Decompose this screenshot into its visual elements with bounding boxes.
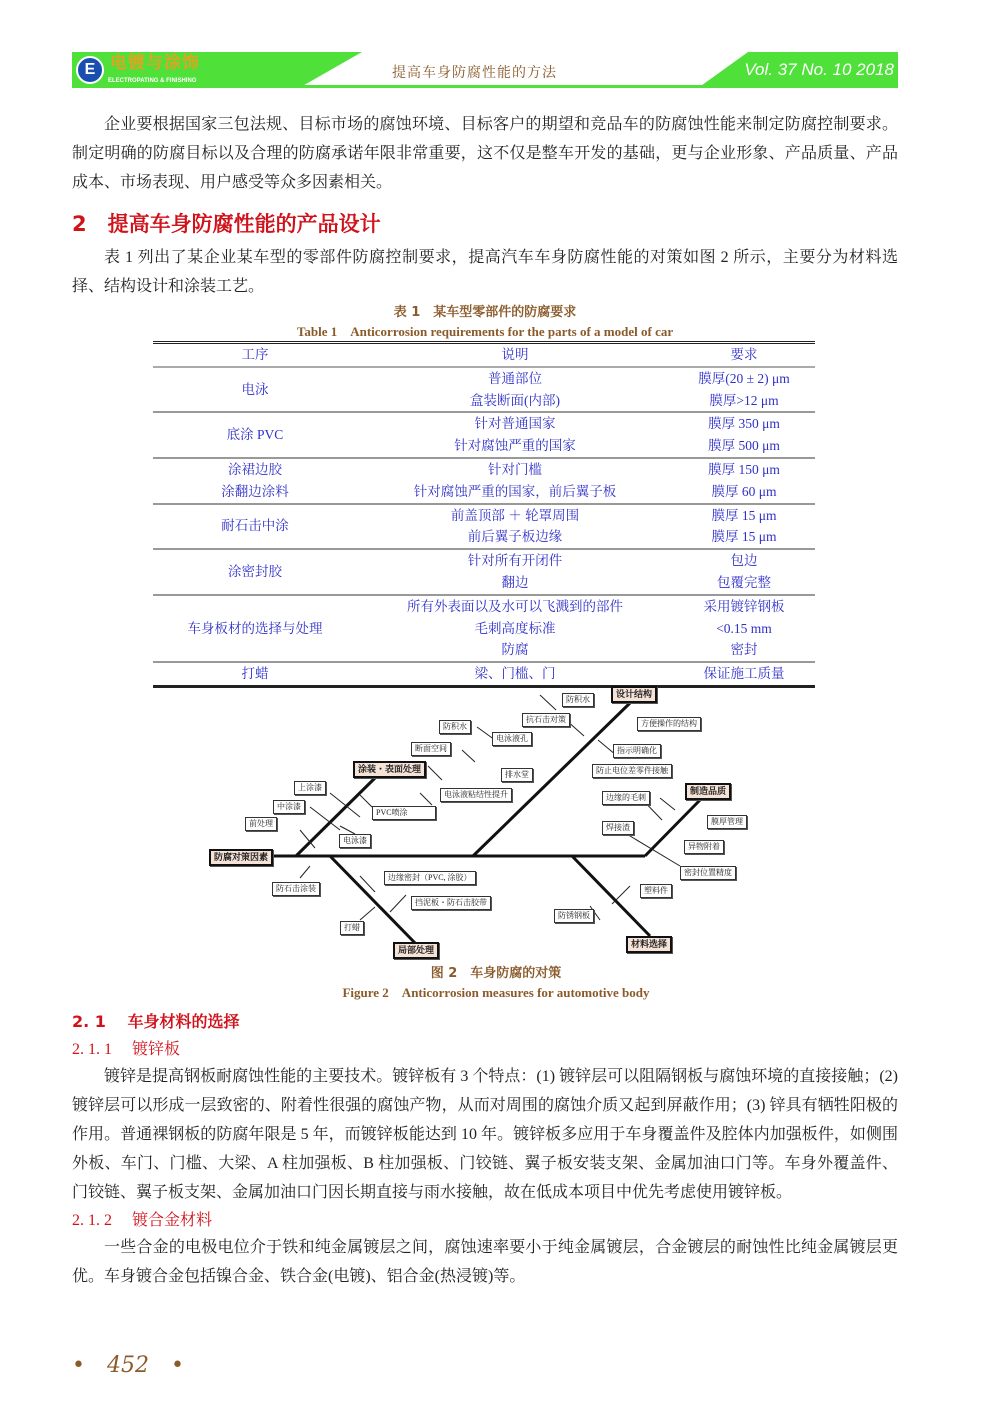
header-band-curve: [272, 52, 362, 88]
cell-requirement: 膜厚 350 μm: [708, 416, 780, 432]
header-requirement: 要求: [730, 347, 758, 362]
table-row: [153, 412, 815, 435]
section-2-1-heading: 2. 1 车身材料的选择: [72, 1012, 240, 1031]
fishbone-root: 防腐对策因素: [209, 849, 273, 866]
cell-process: 打蜡: [241, 666, 269, 682]
cell-description: 前后翼子板边缘: [467, 529, 563, 545]
fishbone-item: 排水堂: [501, 768, 533, 782]
cell-process: 底涂 PVC: [226, 427, 284, 443]
section-2-1-1-heading: 2. 1. 1 镀锌板: [72, 1041, 181, 1058]
cell-requirement: 膜厚(20 ± 2) μm: [698, 370, 790, 386]
fishbone-main-local: 局部处理: [393, 942, 439, 959]
cell-requirement: 密封: [730, 642, 758, 658]
fishbone-main-quality: 制造品质: [685, 783, 731, 800]
fishbone-item: 指示明确化: [613, 744, 661, 758]
bottom-text-flow: [72, 1010, 898, 1291]
cell-description: 普通部位: [488, 370, 542, 386]
figure-caption-en: Figure 2 Anticorrosion measures for automotive body: [342, 985, 650, 1000]
cell-description: 针对腐蚀严重的国家，前后翼子板: [413, 483, 617, 499]
table-header-row: [153, 343, 815, 367]
cell-process: 耐石击中涂: [221, 518, 289, 534]
fishbone-item: 方便操作的结构: [637, 717, 701, 731]
cell-description: 盒装断面(内部): [470, 392, 560, 408]
table-caption-cn: 表 1 某车型零部件的防腐要求: [393, 305, 577, 320]
fishbone-item: 上涂漆: [294, 781, 326, 795]
cell-requirement: 包边: [730, 553, 758, 569]
table-caption-en: Table 1 Anticorrosion requirements for the parts of a model of car: [296, 324, 674, 339]
cell-requirement: 包覆完整: [717, 574, 771, 590]
fishbone-item: 焊接渣: [602, 821, 634, 835]
fishbone-item: PVC喷涂: [372, 806, 436, 820]
cell-requirement: 膜厚 15 μm: [711, 507, 777, 523]
intro-paragraph: 企业要根据国家三包法规、目标市场的腐蚀环境、目标客户的期望和竞品车的防腐蚀性能来制定防腐控制要求。制定明确的防腐目标以及合理的防腐承诺年限非常重要，这不仅是整车开发的基础，更与企业形象、产品质量、产品成本、市场表现、用户感受等众多因素相关。: [72, 116, 898, 191]
header-process: 工序: [241, 347, 269, 362]
table-row: [153, 549, 815, 572]
fishbone-item: 防积水: [439, 720, 471, 734]
journal-name-cn: 电镀与涂饰: [110, 53, 200, 73]
cell-requirement: 膜厚>12 μm: [709, 392, 779, 408]
cell-requirement: <0.15 mm: [716, 620, 772, 636]
figure-caption-cn: 图 2 车身防腐的对策: [430, 966, 562, 981]
cell-process: 车身板材的选择与处理: [187, 620, 323, 636]
fishbone-item: 边缘密封（PVC, 涂胶）: [384, 871, 476, 885]
cell-process: 涂裙边胶: [228, 461, 282, 477]
cell-requirement: 膜厚 15 μm: [711, 529, 777, 545]
cell-process: 电泳: [241, 381, 269, 397]
section-2-heading: 2 提高车身防腐性能的产品设计: [72, 212, 381, 236]
fishbone-item: 挡泥板・防石击胶带: [411, 896, 491, 910]
volume-info: Vol. 37 No. 10 2018: [744, 60, 894, 79]
anticorrosion-requirements-table: [153, 341, 815, 688]
running-title: 提高车身防腐性能的方法: [392, 66, 557, 81]
cell-description: 针对所有开闭件: [467, 553, 563, 569]
cell-description: 针对门槛: [488, 461, 542, 477]
top-text-flow: [72, 110, 898, 688]
fishbone-item: 异物附着: [684, 840, 724, 854]
fishbone-item: 抗石击对策: [522, 713, 570, 727]
fishbone-item: 电泳漆: [339, 834, 371, 848]
table-row: [153, 504, 815, 527]
fishbone-item: 膜厚管理: [707, 815, 747, 829]
table-row: [153, 367, 815, 390]
fishbone-item: 防锈钢板: [554, 909, 594, 923]
section-2-1-2-heading: 2. 1. 2 镀合金材料: [72, 1212, 213, 1229]
page-header: [72, 52, 898, 88]
fishbone-item: 断面空间: [411, 742, 451, 756]
cell-process: 涂密封胶: [228, 564, 282, 580]
fishbone-diagram: [200, 680, 770, 960]
fishbone-item: 防石击涂装: [272, 882, 320, 896]
cell-process: 涂翻边涂料: [221, 483, 289, 499]
section-2-paragraph: 表 1 列出了某企业某车型的零部件防腐控制要求，提高汽车车身防腐性能的对策如图 2 所示，主要分为材料选择、结构设计和涂装工艺。: [72, 249, 898, 295]
fishbone-item: 边缘的毛刺: [602, 791, 650, 805]
cell-requirement: 保证施工质量: [703, 666, 785, 682]
cell-description: 所有外表面以及水可以飞溅到的部件: [407, 598, 623, 614]
fishbone-main-material: 材料选择: [626, 936, 672, 953]
section-2-1-2-paragraph: 一些合金的电极电位介于铁和纯金属镀层之间，腐蚀速率要小于纯金属镀层，合金镀层的耐蚀性比纯金属镀层更优。车身镀合金包括镍合金、铁合金(电镀)、铝合金(热浸镀)等。: [72, 1239, 898, 1285]
cell-description: 针对腐蚀严重的国家: [454, 438, 576, 454]
cell-description: 翻边: [501, 574, 529, 590]
page-number: • 452 •: [72, 1353, 184, 1378]
fishbone-item: 打蜡: [340, 921, 364, 935]
fishbone-item: 电泳液粘结性提升: [440, 788, 512, 802]
cell-description: 前盖顶部 ＋ 轮罩周围: [450, 507, 580, 523]
fishbone-item: 防止电位差零件接触: [592, 764, 672, 778]
fishbone-item: 中涂漆: [273, 800, 305, 814]
cell-requirement: 膜厚 500 μm: [708, 438, 780, 454]
fishbone-main-design: 设计结构: [611, 686, 657, 703]
bone-material: [572, 856, 650, 936]
cell-description: 防腐: [501, 642, 529, 658]
cell-requirement: 膜厚 60 μm: [711, 483, 777, 499]
fishbone-item: 密封位置精度: [680, 866, 736, 880]
section-2-1-1-paragraph: 镀锌是提高钢板耐腐蚀性能的主要技术。镀锌板有 3 个特点：(1) 镀锌层可以阻隔钢板与腐蚀环境的直接接触；(2) 镀锌层可以形成一层致密的、附着性很强的腐蚀产物，从而对周围的腐蚀介质又起到屏蔽作用；(3) 锌具有牺牲阳极的作用。普通裸钢板的防腐年限是 5 年，而镀锌板能达到 10 年。镀锌板多应用于车身覆盖件及腔体内加强板件，如侧围外板、车门、门槛、大梁、A 柱加强板、B 柱加强板、门铰链、翼子板安装支架、金属加油口门等。车身外覆盖件、门铰链、翼子板支架、金属加油口门因长期直接与雨水接触，故在低成本项目中优先考虑使用镀锌板。: [72, 1068, 898, 1201]
table-row: [153, 595, 815, 618]
fishbone-item: 塑料件: [640, 884, 672, 898]
fishbone-main-coating: 涂装・表面处理: [353, 761, 426, 778]
journal-logo-icon: E: [76, 56, 104, 84]
fishbone-item: 防积水: [562, 693, 594, 707]
cell-requirement: 采用镀锌钢板: [703, 598, 785, 614]
journal-name-en: ELECTROPATING & FINISHING: [108, 78, 197, 84]
fishbone-item: 电泳液孔: [492, 732, 532, 746]
cell-description: 梁、门槛、门: [474, 666, 556, 682]
fishbone-item: 前处理: [245, 817, 277, 831]
table-row: [153, 481, 815, 504]
header-description: 说明: [501, 347, 529, 362]
cell-requirement: 膜厚 150 μm: [708, 461, 780, 477]
cell-description: 针对普通国家: [474, 416, 556, 432]
cell-description: 毛刺高度标准: [474, 620, 556, 636]
table-row: [153, 458, 815, 481]
